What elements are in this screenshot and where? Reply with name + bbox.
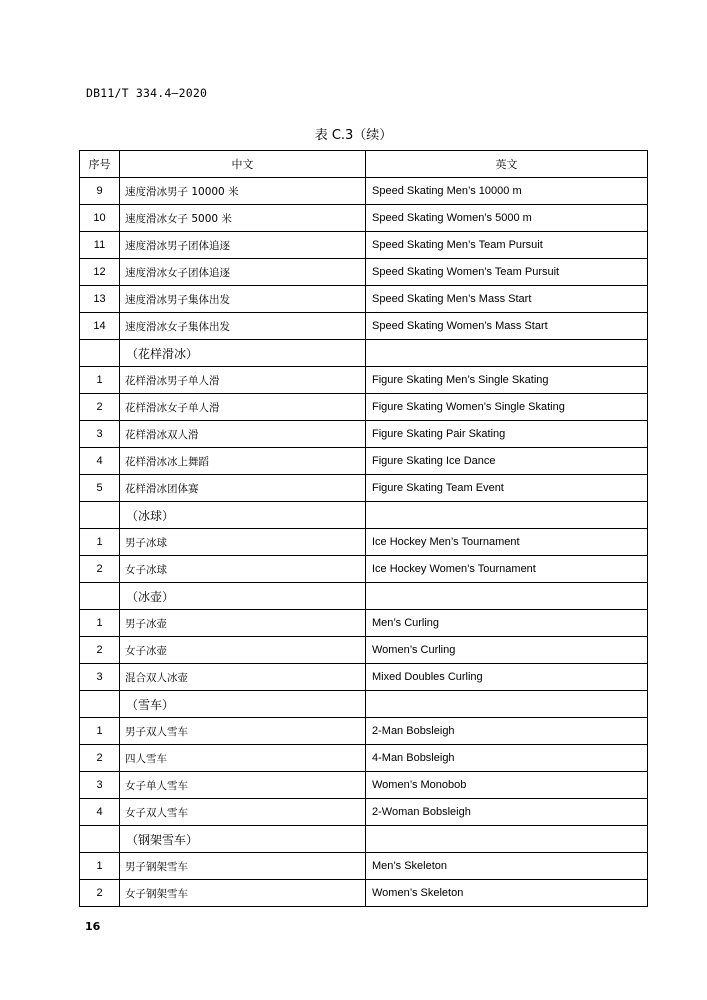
cell-number: 11 xyxy=(80,232,120,259)
table-row xyxy=(80,745,648,772)
table-row xyxy=(80,664,648,691)
cell-english: Speed Skating Men’s Team Pursuit xyxy=(366,232,648,259)
table-row xyxy=(80,286,648,313)
table-row xyxy=(80,232,648,259)
cell-english: Ice Hockey Men’s Tournament xyxy=(366,529,648,556)
cell-english xyxy=(366,826,648,853)
cell-chinese: 速度滑冰女子 5000 米 xyxy=(120,205,366,232)
table-row xyxy=(80,475,648,502)
cell-chinese: （花样滑冰） xyxy=(120,340,366,367)
cell-chinese: 男子双人雪车 xyxy=(120,718,366,745)
cell-english: Women’s Curling xyxy=(366,637,648,664)
table-row xyxy=(80,772,648,799)
cell-number: 14 xyxy=(80,313,120,340)
page-number: 16 xyxy=(85,920,101,933)
cell-number xyxy=(80,691,120,718)
cell-english: Men’s Skeleton xyxy=(366,853,648,880)
cell-number xyxy=(80,502,120,529)
cell-chinese: 花样滑冰团体赛 xyxy=(120,475,366,502)
cell-number xyxy=(80,340,120,367)
cell-english: 4-Man Bobsleigh xyxy=(366,745,648,772)
table-row xyxy=(80,205,648,232)
cell-chinese: 速度滑冰女子集体出发 xyxy=(120,313,366,340)
cell-chinese: 花样滑冰男子单人滑 xyxy=(120,367,366,394)
table-section-row xyxy=(80,826,648,853)
cell-english: Figure Skating Women’s Single Skating xyxy=(366,394,648,421)
cell-number: 12 xyxy=(80,259,120,286)
column-header-chinese: 中文 xyxy=(120,151,366,178)
cell-chinese: （钢架雪车） xyxy=(120,826,366,853)
table-row xyxy=(80,367,648,394)
cell-english: 2-Woman Bobsleigh xyxy=(366,799,648,826)
table-row xyxy=(80,259,648,286)
cell-number: 1 xyxy=(80,610,120,637)
cell-chinese: 速度滑冰男子 10000 米 xyxy=(120,178,366,205)
cell-number: 1 xyxy=(80,853,120,880)
table-row xyxy=(80,880,648,907)
cell-number: 9 xyxy=(80,178,120,205)
table-row xyxy=(80,718,648,745)
cell-english: Women’s Monobob xyxy=(366,772,648,799)
cell-chinese: 速度滑冰男子团体追逐 xyxy=(120,232,366,259)
cell-number: 13 xyxy=(80,286,120,313)
cell-number: 1 xyxy=(80,718,120,745)
cell-english: 2-Man Bobsleigh xyxy=(366,718,648,745)
cell-chinese: 女子单人雪车 xyxy=(120,772,366,799)
cell-chinese: 男子冰球 xyxy=(120,529,366,556)
cell-chinese: 男子冰壶 xyxy=(120,610,366,637)
cell-english: Figure Skating Ice Dance xyxy=(366,448,648,475)
table-row xyxy=(80,421,648,448)
cell-number: 3 xyxy=(80,664,120,691)
cell-number: 2 xyxy=(80,556,120,583)
table-row xyxy=(80,529,648,556)
cell-english: Speed Skating Men’s 10000 m xyxy=(366,178,648,205)
table-row xyxy=(80,556,648,583)
table-caption: 表 C.3（续） xyxy=(314,128,393,143)
cell-english xyxy=(366,691,648,718)
cell-chinese: （冰壶） xyxy=(120,583,366,610)
cell-chinese: 花样滑冰双人滑 xyxy=(120,421,366,448)
cell-chinese: 女子钢架雪车 xyxy=(120,880,366,907)
cell-number: 3 xyxy=(80,772,120,799)
cell-number xyxy=(80,826,120,853)
cell-english: Speed Skating Women’s 5000 m xyxy=(366,205,648,232)
cell-number: 2 xyxy=(80,745,120,772)
table-row xyxy=(80,178,648,205)
document-code: DB11/T 334.4—2020 xyxy=(86,86,208,100)
table-row xyxy=(80,853,648,880)
table-row xyxy=(80,394,648,421)
cell-number xyxy=(80,583,120,610)
table-section-row xyxy=(80,340,648,367)
cell-chinese: 男子钢架雪车 xyxy=(120,853,366,880)
cell-english xyxy=(366,502,648,529)
cell-number: 1 xyxy=(80,367,120,394)
cell-english: Figure Skating Pair Skating xyxy=(366,421,648,448)
cell-number: 2 xyxy=(80,394,120,421)
cell-english: Figure Skating Men’s Single Skating xyxy=(366,367,648,394)
cell-chinese: 速度滑冰男子集体出发 xyxy=(120,286,366,313)
cell-english: Speed Skating Women’s Team Pursuit xyxy=(366,259,648,286)
event-terms-table xyxy=(79,150,648,907)
cell-chinese: 女子冰壶 xyxy=(120,637,366,664)
cell-chinese: 混合双人冰壶 xyxy=(120,664,366,691)
cell-english: Speed Skating Men’s Mass Start xyxy=(366,286,648,313)
cell-chinese: （雪车） xyxy=(120,691,366,718)
table-section-row xyxy=(80,583,648,610)
cell-english: Speed Skating Women’s Mass Start xyxy=(366,313,648,340)
table-row xyxy=(80,637,648,664)
cell-number: 2 xyxy=(80,637,120,664)
table-row xyxy=(80,448,648,475)
table-row xyxy=(80,610,648,637)
table-header-row xyxy=(80,151,648,178)
cell-number: 2 xyxy=(80,880,120,907)
cell-english xyxy=(366,340,648,367)
cell-chinese: 速度滑冰女子团体追逐 xyxy=(120,259,366,286)
table-row xyxy=(80,313,648,340)
cell-number: 4 xyxy=(80,799,120,826)
cell-chinese: 四人雪车 xyxy=(120,745,366,772)
table-section-row xyxy=(80,691,648,718)
cell-english: Ice Hockey Women’s Tournament xyxy=(366,556,648,583)
cell-number: 1 xyxy=(80,529,120,556)
cell-english: Mixed Doubles Curling xyxy=(366,664,648,691)
cell-chinese: （冰球） xyxy=(120,502,366,529)
cell-number: 5 xyxy=(80,475,120,502)
cell-chinese: 花样滑冰女子单人滑 xyxy=(120,394,366,421)
table-section-row xyxy=(80,502,648,529)
table-body xyxy=(80,178,648,907)
cell-english: Men’s Curling xyxy=(366,610,648,637)
cell-english xyxy=(366,583,648,610)
cell-english: Women’s Skeleton xyxy=(366,880,648,907)
cell-english: Figure Skating Team Event xyxy=(366,475,648,502)
cell-chinese: 女子冰球 xyxy=(120,556,366,583)
cell-chinese: 女子双人雪车 xyxy=(120,799,366,826)
cell-number: 10 xyxy=(80,205,120,232)
cell-number: 3 xyxy=(80,421,120,448)
column-header-number: 序号 xyxy=(80,151,120,178)
cell-number: 4 xyxy=(80,448,120,475)
column-header-english: 英文 xyxy=(366,151,648,178)
table-row xyxy=(80,799,648,826)
cell-chinese: 花样滑冰冰上舞蹈 xyxy=(120,448,366,475)
